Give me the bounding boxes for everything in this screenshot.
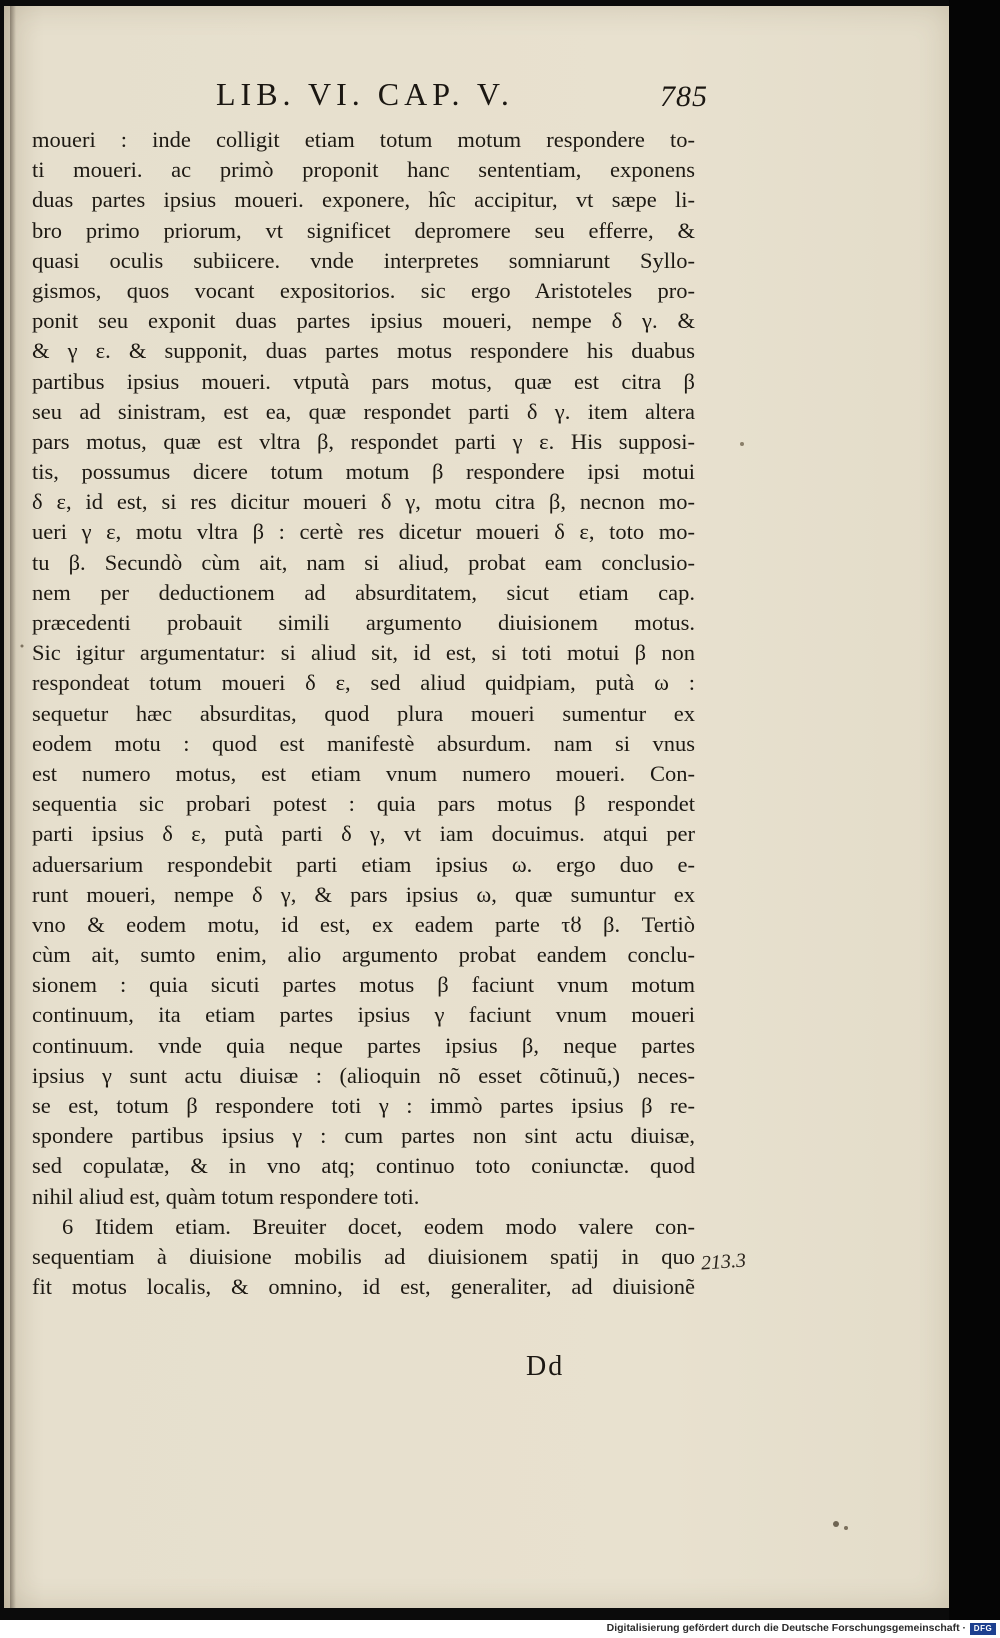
text-line: ponit seu exponit duas partes ipsius moueri, nempe δ γ. & <box>32 308 695 334</box>
running-head-title: LIB. VI. CAP. V. <box>216 76 514 112</box>
dfg-logo: DFG <box>970 1623 996 1635</box>
text-line: seu ad sinistram, est ea, quæ respondet parti δ γ. item altera <box>32 398 695 424</box>
text-line: 6 Itidem etiam. Breuiter docet, eodem modo valere con- <box>62 1213 695 1239</box>
text-line: pars motus, quæ est vltra β, respondet parti γ ε. His supposi- <box>32 428 695 454</box>
text-line: & γ ε. & supponit, duas partes motus respondere his duabus <box>32 338 695 364</box>
text-line: Sic igitur argumentatur: si aliud sit, id est, si toti motui β non <box>32 640 695 666</box>
text-line: sequentiam à diuisione mobilis ad diuisionem spatij in quo <box>32 1243 695 1269</box>
signature-mark: Dd <box>526 1351 565 1382</box>
text-line: runt moueri, nempe δ γ, & pars ipsius ω, quæ sumuntur ex <box>32 881 695 907</box>
footer-bar <box>0 1620 1000 1638</box>
text-line: ueri γ ε, motu vltra β : certè res dicetur moueri δ ε, toto mo- <box>32 519 695 545</box>
text-line: sionem : quia sicuti partes motus β faciunt vnum motum <box>32 972 695 998</box>
text-line: parti ipsius δ ε, putà parti δ γ, vt iam docuimus. atqui per <box>32 821 695 847</box>
running-head <box>4 76 949 120</box>
text-line: cùm ait, sumto enim, alio argumento probat eandem conclu- <box>32 942 695 968</box>
book-page <box>4 6 949 1608</box>
body-text <box>32 125 695 1302</box>
text-line: ti moueri. ac primò proponit hanc sententiam, exponens <box>32 157 695 183</box>
text-line: nem per deductionem ad absurditatem, sicut etiam cap. <box>32 579 695 605</box>
text-line: se est, totum β respondere toti γ : immò partes ipsius β re- <box>32 1093 695 1118</box>
text-line: continuum, ita etiam partes ipsius γ faciunt vnum moueri <box>32 1002 695 1028</box>
text-line: eodem motu : quod est manifestè absurdum. nam si vnus <box>32 730 695 756</box>
margin-note: 213.3 <box>700 1249 747 1275</box>
text-line: respondeat totum moueri δ ε, sed aliud quidpiam, putà ω : <box>32 670 695 696</box>
scan-edge <box>949 0 1000 1638</box>
text-line: tis, possumus dicere totum motum β respondere ipsi motui <box>32 459 695 485</box>
text-line: vno & eodem motu, id est, ex eadem parte τȣ β. Tertiò <box>32 911 695 937</box>
text-line: continuum. vnde quia neque partes ipsius β, neque partes <box>32 1032 695 1058</box>
text-line: spondere partibus ipsius γ : cum partes non sint actu diuisæ, <box>32 1123 695 1149</box>
text-line: sequentia sic probari potest : quia pars motus β respondet <box>32 791 695 817</box>
text-line: quasi oculis subiicere. vnde interpretes somniarunt Syllo- <box>32 247 695 273</box>
text-line: bro primo priorum, vt significet depromere seu efferre, & <box>32 217 695 243</box>
text-line: gismos, quos vocant expositorios. sic ergo Aristoteles pro- <box>32 277 695 303</box>
text-line: tu β. Secundò cùm ait, nam si aliud, probat eam conclusio- <box>32 549 695 575</box>
text-line: duas partes ipsius moueri. exponere, hîc accipitur, vt sæpe li- <box>32 187 695 213</box>
page-number: 785 <box>660 80 708 113</box>
text-line: est numero motus, est etiam vnum numero moueri. Con- <box>32 760 695 786</box>
text-line: δ ε, id est, si res dicitur moueri δ γ, motu citra β, necnon mo- <box>32 489 695 515</box>
text-line: nihil aliud est, quàm totum respondere toti. <box>32 1183 420 1209</box>
text-line: fit motus localis, & omnino, id est, generaliter, ad diuisionẽ <box>32 1274 695 1300</box>
text-line: moueri : inde colligit etiam totum motum respondere to- <box>32 127 695 152</box>
text-line: ipsius γ sunt actu diuisæ : (alioquin nõ esset cõtinuũ,) neces- <box>32 1062 695 1088</box>
text-line: sed copulatæ, & in vno atq; continuo toto coniunctæ. quod <box>32 1153 695 1179</box>
text-line: sequetur hæc absurditas, quod plura moueri sumentur ex <box>32 700 695 726</box>
footer-credit: Digitalisierung gefördert durch die Deutsche Forschungsgemeinschaft · <box>606 1622 966 1634</box>
text-line: partibus ipsius moueri. vtputà pars motus, quæ est citra β <box>32 368 695 394</box>
text-line: præcedenti probauit simili argumento diuisionem motus. <box>32 610 695 635</box>
text-line: aduersarium respondebit parti etiam ipsius ω. ergo duo e- <box>32 851 695 877</box>
